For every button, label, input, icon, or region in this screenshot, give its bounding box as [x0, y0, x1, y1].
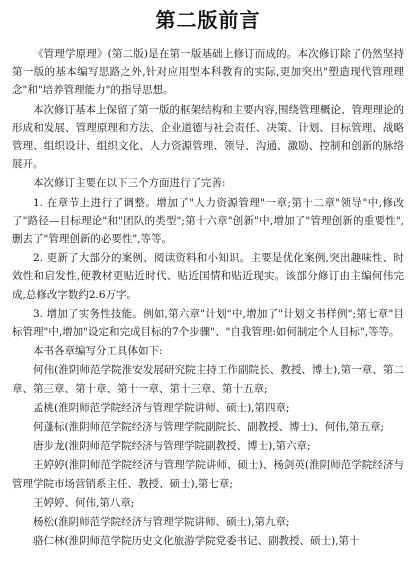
author-entry: 王婷婷(淮阴师范学院经济与管理学院讲师、硕士)、杨剑英(淮阴师范学院经济与管理学院市场营销系主任、教授、硕士),第七章;: [12, 459, 404, 490]
framework-paragraph: 本次修订基本上保留了第一版的框架结构和主要内容,围绕管理概论、管理理论的形成和发展、管理原理和方法、企业道德与社会责任、决策、计划、目标管理、战略管理、组织设计、组织文化、人力资源管理、领导、沟通、激励、控制和创新的脉络展开。: [12, 103, 404, 171]
author-entry: 何蓬标(淮阴师范学院经济与管理学院副院长、副教授、博士)、何伟,第五章;: [33, 421, 385, 434]
revision-item-2: 2. 更新了大部分的案例、阅读资料和小知识。主要是优化案例,突出趣味性、时效性和启发性,使教材更贴近时代、贴近国情和贴近现实。该部分修订由主编何伟完成,总修改字数约2.6万字。: [12, 252, 404, 301]
page-title: 第二版前言: [155, 8, 261, 32]
author-entry: 唐步龙(淮阴师范学院经济与管理学院副教授、博士),第六章;: [33, 440, 311, 453]
body-text: [12, 45, 404, 550]
intro-paragraph: 《管理学原理》(第二版)是在第一版基础上修订而成的。本次修订除了仍然坚持第一版的基本编写思路之外,针对应用型本科教育的实际,更加突出"塑造现代管理理念"和"培养管理能力"的指导思想。: [12, 48, 404, 97]
revision-item-1: 1. 在章节上进行了调整。增加了"人力资源管理"一章;第十二章"领导"中,修改了"路径—目标理论"和"团队的类型";第十六章"创新"中,增加了"管理创新的重要性",删去了"管理创新的必要性",等等。: [12, 196, 404, 246]
author-entry: 王婷婷、何伟,第八章;: [33, 496, 135, 509]
author-entry: 杨松(淮阴师范学院经济与管理学院讲师、硕士),第九章;: [33, 516, 290, 529]
author-division-intro: 本书各章编写分工具体如下:: [33, 345, 163, 358]
revision-summary-paragraph: 本次修订主要在以下三个方面进行了完善:: [33, 177, 226, 190]
author-entry: 骆仁林(淮阴师范学院历史文化旅游学院党委书记、副教授、硕士),第十: [33, 535, 360, 548]
revision-item-3: 3. 增加了实务性技能。例如,第六章"计划"中,增加了"计划文书样例";第七章"目标管理"中,增加"设定和完成目标的7个步骤"、"自我管理:如何制定个人目标",等等。: [12, 307, 404, 339]
author-entry: 何伟(淮阴师范学院淮安发展研究院主持工作副院长、教授、博士),第一章、第二章、第三章、第十章、第十一章、第十三章、第十五章;: [12, 364, 404, 395]
author-entry: 孟桃(淮阴师范学院经济与管理学院讲师、硕士),第四章;: [33, 401, 290, 414]
